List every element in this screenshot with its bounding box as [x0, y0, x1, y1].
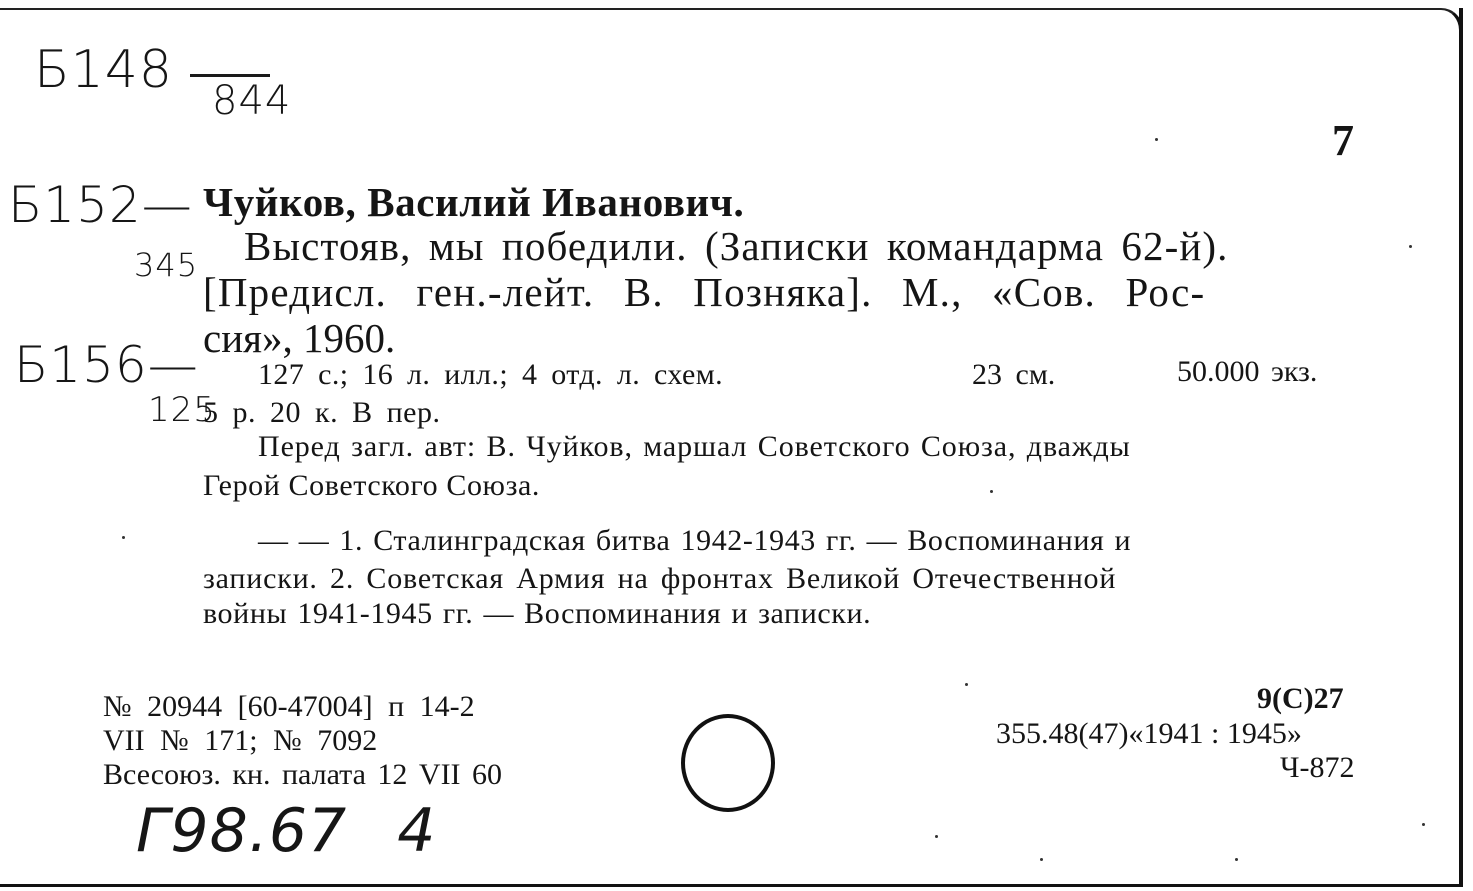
handwritten-mark-2	[14, 336, 199, 394]
subject-line-1: — — 1. Сталинградская битва 1942-1943 гг. — Воспоминания и	[258, 524, 1132, 557]
handwritten-mark-1-subtext: 345	[134, 246, 199, 284]
card-border-corner	[1429, 8, 1463, 40]
handwritten-inventory-text: Г98.67	[136, 796, 348, 866]
handwritten-shelf-mark	[34, 40, 173, 100]
imprint-line-2: VII № 171; № 7092	[103, 724, 378, 757]
card-border-right	[1459, 8, 1463, 884]
classification-line-2: 355.48(47)«1941 : 1945»	[996, 717, 1302, 750]
scan-speck	[1422, 823, 1425, 826]
scan-speck	[122, 536, 125, 539]
physical-description-pages: 127 с.; 16 л. илл.; 4 отд. л. схем.	[258, 358, 723, 391]
handwritten-inventory-suffix: 4	[397, 796, 437, 866]
scan-speck	[1155, 138, 1158, 141]
handwritten-mark-1-sub	[134, 246, 198, 284]
classification-line-3: Ч-872	[1280, 751, 1355, 784]
scan-speck	[1235, 858, 1238, 861]
handwritten-shelf-sub	[212, 78, 291, 124]
card-number: 7	[1332, 116, 1354, 165]
classification-line-1: 9(С)27	[1257, 682, 1344, 715]
scan-speck	[1409, 245, 1412, 248]
handwritten-shelf-subnumber: 844	[212, 78, 292, 124]
note-line-1: Перед загл. авт: В. Чуйков, маршал Советского Союза, дважды	[258, 430, 1131, 463]
scan-speck	[965, 683, 968, 686]
handwritten-mark-2-subtext: 125	[148, 390, 216, 430]
imprint-line-3: Всесоюз. кн. палата 12 VII 60	[103, 758, 503, 791]
price-binding: 5 р. 20 к. В пер.	[203, 396, 441, 429]
subject-line-3: войны 1941-1945 гг. — Воспоминания и записки.	[203, 597, 872, 630]
handwritten-mark-1	[8, 176, 193, 234]
title-line-2: [Предисл. ген.-лейт. В. Позняка]. М., «Сов. Рос-	[203, 269, 1206, 315]
scan-speck	[990, 490, 993, 493]
physical-description-size: 23 см.	[972, 358, 1056, 391]
physical-description-copies: 50.000 экз.	[1177, 355, 1318, 388]
handwritten-overline	[190, 74, 270, 77]
handwritten-shelf-number: Б148	[34, 40, 173, 100]
scan-speck	[1040, 858, 1043, 861]
title-line-3: сия», 1960.	[203, 315, 396, 361]
subject-line-2: записки. 2. Советская Армия на фронтах Великой Отечественной	[203, 562, 1117, 595]
title-line-1: Выстояв, мы победили. (Записки командарма 62-й).	[244, 223, 1229, 269]
note-line-2: Герой Советского Союза.	[203, 469, 541, 502]
stamp-circle	[681, 714, 775, 812]
card-border-bottom	[0, 884, 1463, 887]
handwritten-mark-1-text: Б152—	[8, 176, 193, 234]
imprint-line-1: № 20944 [60-47004] п 14-2	[103, 690, 475, 723]
handwritten-mark-2-text: Б156—	[14, 336, 199, 394]
card-border-top	[0, 8, 1440, 10]
scan-speck	[935, 835, 938, 838]
author-heading: Чуйков, Василий Иванович.	[203, 179, 745, 225]
handwritten-inventory-number	[136, 796, 436, 866]
